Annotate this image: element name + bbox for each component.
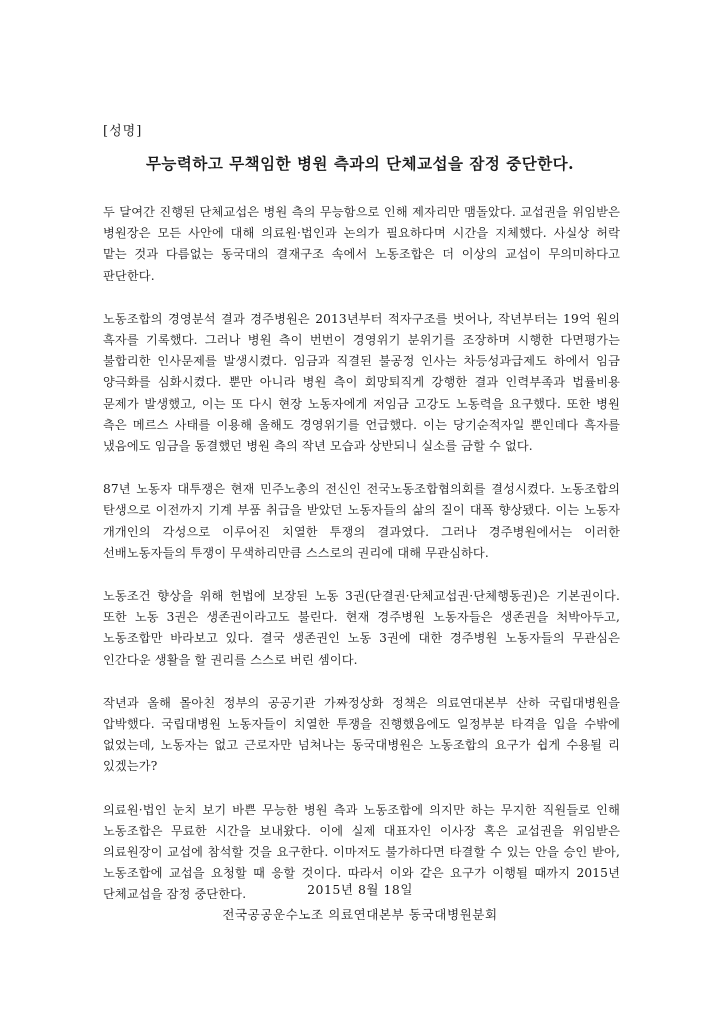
paragraph-5: 작년과 올해 몰아친 정부의 공공기관 가짜정상화 정책은 의료연대본부 산하 국립대병원을 압박했다. 국립대병원 노동자들이 치열한 투쟁을 진행했음에도 일정부분 타격을 입을 수밖에 없었는데, 노동자는 없고 근로자만 넘쳐나는 동국대병원은 노동조합의 요구가 쉽게 수용될 리 있겠는가? bbox=[103, 695, 620, 774]
paragraph-6: 의료원·법인 눈치 보기 바쁜 무능한 병원 측과 노동조합에 의지만 하는 무지한 직원들로 인해 노동조합은 무료한 시간을 보내왔다. 이에 실제 대표자인 이사장 혹은 교섭권을 위임받은 의료원장이 교섭에 참석할 것을 요구한다. 이마저도 불가하다면 타결할 수 있는 안을 승인 받아, 노동조합에 교섭을 요청할 때 응할 것이다. 따라서 이와 같은 요구가 이행될 때까지 2015년 단체교섭을 잠정 중단한다. bbox=[103, 802, 620, 902]
statement-title: 무능력하고 무책임한 병원 측과의 단체교섭을 잠정 중단한다. bbox=[145, 154, 575, 173]
statement-date: 2015년 8월 18일 bbox=[307, 882, 413, 897]
paragraph-4: 노동조건 향상을 위해 헌법에 보장된 노동 3권(단결권·단체교섭권·단체행동권)은 기본권이다. 또한 노동 3권은 생존권이라고도 불린다. 현재 경주병원 노동자들은 생존권을 처박아두고, 노동조합만 바라보고 있다. 결국 생존권인 노동 3권에 대한 경주병원 노동자들의 무관심은 인간다운 생활을 할 권리를 스스로 버린 셈이다. bbox=[103, 589, 620, 667]
paragraph-1: 두 달여간 진행된 단체교섭은 병원 측의 무능함으로 인해 제자리만 맴돌았다. 교섭권을 위임받은 병원장은 모든 사안에 대해 의료원·법인과 논의가 필요하다며 시간을 지체했다. 사실상 허락 맡는 것과 다름없는 동국대의 결재구조 속에서 노동조합은 더 이상의 교섭이 무의미하다고 판단한다. bbox=[103, 205, 620, 283]
statement-tag: [성명] bbox=[103, 124, 143, 139]
statement-body bbox=[103, 202, 620, 928]
statement-signature: 전국공공운수노조 의료연대본부 동국대병원분회 bbox=[222, 907, 498, 922]
paragraph-3: 87년 노동자 대투쟁은 현재 민주노총의 전신인 전국노동조합협의회를 결성시켰다. 노동조합의 탄생으로 이전까지 기계 부품 취급을 받았던 노동자들의 삶의 질이 대폭 향상됐다. 이는 노동자 개개인의 각성으로 이루어진 치열한 투쟁의 결과였다. 그러나 경주병원에서는 이러한 선배노동자들의 투쟁이 무색하리만큼 스스로의 권리에 대해 무관심하다. bbox=[103, 482, 620, 560]
paragraph-2: 노동조합의 경영분석 결과 경주병원은 2013년부터 적자구조를 벗어나, 작년부터는 19억 원의 흑자를 기록했다. 그러나 병원 측이 번번이 경영위기 분위기를 조장하며 시행한 다면평가는 불합리한 인사문제를 발생시켰다. 임금과 직결된 불공정 인사는 차등성과급제도 하에서 임금 양극화를 심화시켰다. 뿐만 아니라 병원 측이 회망퇴직게 강행한 결과 인력부족과 법률비용 문제가 발생했고, 이는 또 다시 현장 노동자에게 저임금 고강도 노동력을 요구했다. 또한 병원 측은 메르스 사태를 이용해 올해도 경영위기를 언급했다. 이는 당기순적자일 뿐인데다 흑자를 냈음에도 임금을 동결했던 병원 측의 작년 모습과 상반되니 실소를 금할 수 없다. bbox=[103, 311, 620, 454]
